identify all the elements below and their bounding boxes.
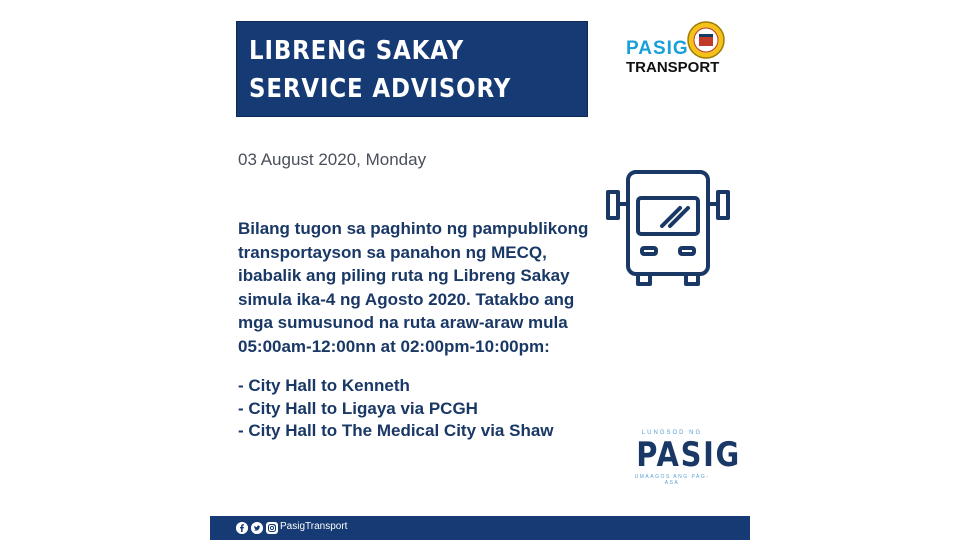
title-line-2: SERVICE ADVISORY — [249, 74, 512, 104]
twitter-icon[interactable] — [251, 522, 263, 534]
body-line: 05:00am-12:00nn at 02:00pm-10:00pm: — [238, 336, 550, 356]
route-item: - City Hall to The Medical City via Shaw — [238, 421, 554, 440]
advisory-body — [238, 217, 618, 359]
social-handle[interactable]: PasigTransport — [280, 521, 348, 532]
body-line: transportayson sa panahon ng MECQ, — [238, 242, 547, 262]
advisory-card — [210, 0, 750, 540]
body-line: mga sumusunod na ruta araw-araw mula — [238, 313, 568, 333]
pasig-wordmark: PASIG — [636, 435, 741, 475]
title-banner — [236, 21, 588, 117]
route-list — [238, 375, 554, 443]
pasig-transport-logo — [626, 20, 726, 80]
facebook-icon[interactable] — [236, 522, 248, 534]
title-line-1: LIBRENG SAKAY — [249, 36, 465, 66]
body-line: simula ika-4 ng Agosto 2020. Tatakbo ang — [238, 289, 575, 309]
footer-bar — [210, 516, 750, 540]
pasig-tagline-top: LUNGSOD NG — [641, 430, 703, 436]
body-line: ibabalik ang piling ruta ng Libreng Sakay — [238, 266, 570, 286]
instagram-icon[interactable] — [266, 522, 278, 534]
bus-icon — [604, 168, 732, 292]
logo-top-text: PASIG — [626, 38, 689, 59]
advisory-date: 03 August 2020, Monday — [238, 150, 427, 169]
logo-bottom-text: TRANSPORT — [626, 59, 720, 76]
route-item: - City Hall to Kenneth — [238, 376, 410, 395]
pasig-tagline-bottom: UMAAGOS ANG PAG-ASA — [634, 474, 710, 486]
city-seal-icon — [686, 20, 726, 60]
route-item: - City Hall to Ligaya via PCGH — [238, 398, 478, 418]
body-line: Bilang tugon sa paghinto ng pampublikong — [238, 219, 589, 238]
pasig-city-logo — [630, 430, 741, 496]
